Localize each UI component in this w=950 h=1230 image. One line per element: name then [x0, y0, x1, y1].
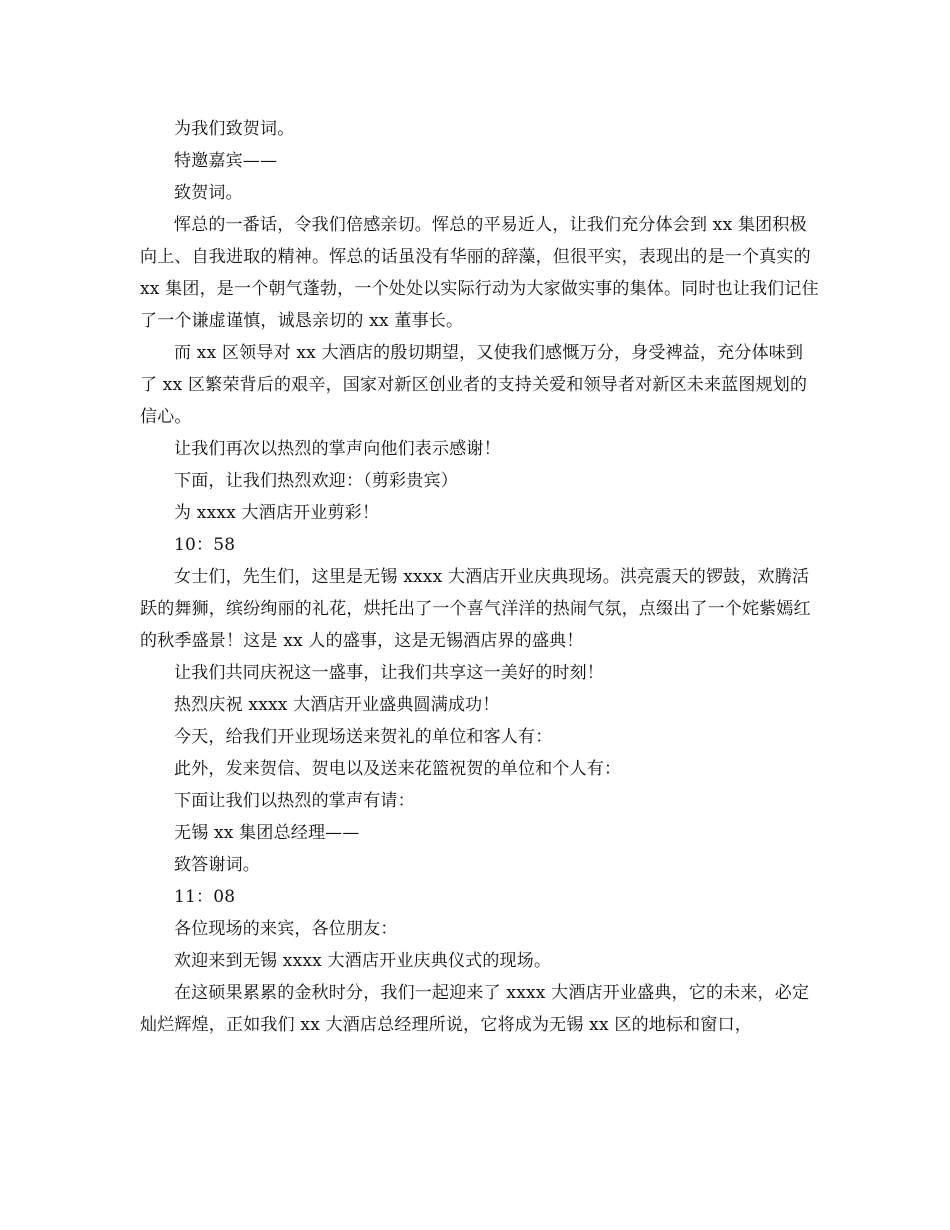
paragraph: 特邀嘉宾——: [174, 151, 278, 171]
paragraph: 让我们再次以热烈的掌声向他们表示感谢！: [174, 439, 501, 459]
paragraph: 无锡 xx 集团总经理——: [174, 823, 360, 843]
paragraph: 致贺词。: [174, 183, 243, 203]
paragraph: 而 xx 区领导对 xx 大酒店的殷切期望，又使我们感慨万分，身受裨益，充分体味到了 xx 区繁荣背后的艰辛，国家对新区创业者的支持关爱和领导者对新区未来蓝图规划的信心。: [140, 343, 808, 427]
paragraph: 致答谢词。: [174, 855, 260, 875]
paragraph: 让我们共同庆祝这一盛事，让我们共享这一美好的时刻！: [174, 663, 604, 683]
paragraph: 今天，给我们开业现场送来贺礼的单位和客人有：: [174, 727, 553, 747]
paragraph: 10：58: [174, 535, 236, 555]
paragraph: 11：08: [174, 887, 236, 907]
paragraph: 为 xxxx 大酒店开业剪彩！: [174, 503, 380, 523]
paragraph: 热烈庆祝 xxxx 大酒店开业盛典圆满成功！: [174, 695, 500, 715]
paragraph: 此外，发来贺信、贺电以及送来花篮祝贺的单位和个人有：: [174, 759, 622, 779]
paragraph: 女士们，先生们，这里是无锡 xxxx 大酒店开业庆典现场。洪亮震天的锣鼓，欢腾活跃的舞狮，缤纷绚丽的礼花，烘托出了一个喜气洋洋的热闹气氛，点缀出了一个姹紫嫣红的秋季盛景！这是 xx 人的盛事，这是无锡酒店界的盛典！: [140, 567, 811, 651]
paragraph: 各位现场的来宾，各位朋友：: [174, 919, 398, 939]
paragraph: 欢迎来到无锡 xxxx 大酒店开业庆典仪式的现场。: [174, 951, 552, 971]
paragraph: 下面，让我们热烈欢迎：（剪彩贵宾）: [174, 471, 458, 491]
paragraph: 在这硕果累累的金秋时分，我们一起迎来了 xxxx 大酒店开业盛典，它的未来，必定灿烂辉煌，正如我们 xx 大酒店总经理所说，它将成为无锡 xx 区的地标和窗口，: [140, 983, 810, 1035]
paragraph: 恽总的一番话，令我们倍感亲切。恽总的平易近人，让我们充分体会到 xx 集团积极向上、自我进取的精神。恽总的话虽没有华丽的辞藻，但很平实，表现出的是一个真实的 xx 集团，是一个朝气蓬勃，一个处处以实际行动为大家做实事的集体。同时也让我们记住了一个谦虚谨慎，诚恳亲切的 xx 董事长。: [140, 215, 819, 331]
paragraph: 下面让我们以热烈的掌声有请：: [174, 791, 415, 811]
paragraph: 为我们致贺词。: [174, 119, 295, 139]
document-body: [140, 113, 820, 1041]
